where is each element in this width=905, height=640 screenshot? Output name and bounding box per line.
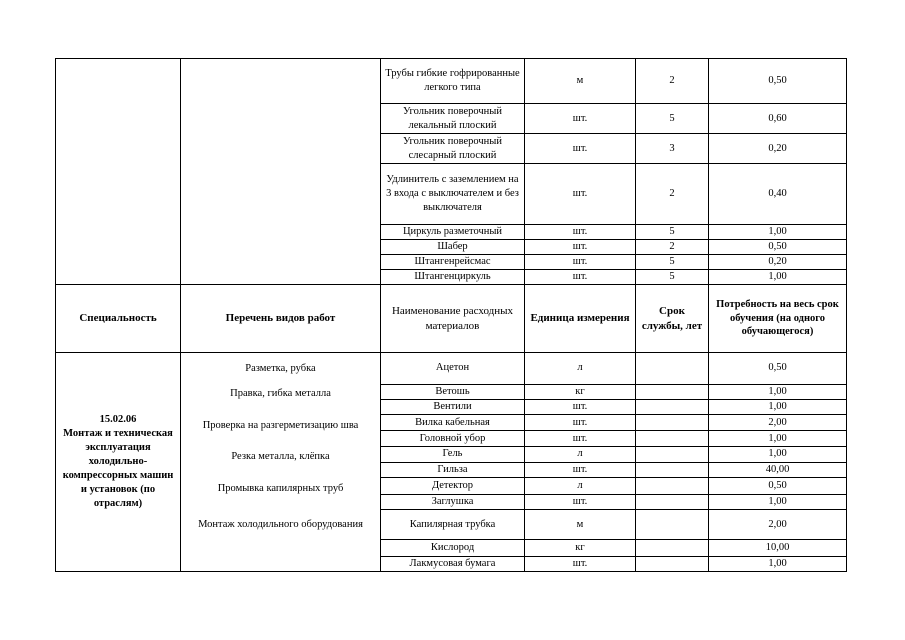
- material-life: [636, 353, 709, 385]
- material-life: [636, 494, 709, 509]
- material-need: 0,50: [709, 240, 847, 255]
- material-name: Ветошь: [381, 384, 525, 399]
- header-life: Срок службы, лет: [636, 285, 709, 353]
- specialty-name: Монтаж и техническая эксплуатация холодильно-компрессорных машин и установок (по отраслям): [62, 428, 174, 509]
- material-unit: м: [525, 59, 636, 104]
- material-name: Ацетон: [381, 353, 525, 385]
- work-item: Промывка капилярных труб: [217, 483, 344, 494]
- material-need: 0,40: [709, 164, 847, 225]
- header-works: Перечень видов работ: [181, 285, 381, 353]
- material-unit: л: [525, 478, 636, 494]
- work-item: Резка металла, клёпка: [231, 451, 330, 462]
- material-life: [636, 462, 709, 477]
- material-name: Лакмусовая бумага: [381, 556, 525, 571]
- material-name: Детектор: [381, 478, 525, 494]
- material-need: 1,00: [709, 225, 847, 240]
- material-name: Штангенциркуль: [381, 270, 525, 285]
- work-item: Разметка, рубка: [245, 363, 316, 374]
- work-item: Проверка на разгерметизацию шва: [202, 420, 359, 431]
- material-unit: шт.: [525, 431, 636, 446]
- material-life: 2: [636, 240, 709, 255]
- specialty-cell: [56, 353, 181, 572]
- material-need: 2,00: [709, 415, 847, 431]
- material-name: Шабер: [381, 240, 525, 255]
- material-unit: л: [525, 353, 636, 385]
- material-name: Удлинитель с заземлением на 3 входа с выключателем и без выключателя: [381, 164, 525, 225]
- material-unit: кг: [525, 540, 636, 556]
- material-unit: шт.: [525, 104, 636, 134]
- material-name: Вентили: [381, 399, 525, 414]
- material-need: 1,00: [709, 384, 847, 399]
- header-need: Потребность на весь срок обучения (на одного обучающегося): [709, 285, 847, 353]
- material-need: 1,00: [709, 556, 847, 571]
- table-row: [56, 353, 847, 385]
- material-need: 1,00: [709, 399, 847, 414]
- material-life: 5: [636, 270, 709, 285]
- material-unit: шт.: [525, 164, 636, 225]
- material-need: 0,20: [709, 255, 847, 270]
- material-unit: шт.: [525, 415, 636, 431]
- material-unit: шт.: [525, 255, 636, 270]
- material-unit: м: [525, 509, 636, 540]
- material-name: Кислород: [381, 540, 525, 556]
- material-name: Штангенрейсмас: [381, 255, 525, 270]
- material-name: Гель: [381, 446, 525, 462]
- material-unit: шт.: [525, 462, 636, 477]
- material-life: 2: [636, 164, 709, 225]
- material-life: [636, 540, 709, 556]
- material-need: 1,00: [709, 270, 847, 285]
- material-life: [636, 415, 709, 431]
- material-name: Головной убор: [381, 431, 525, 446]
- table-header-row: [56, 285, 847, 353]
- material-life: [636, 384, 709, 399]
- material-unit: шт.: [525, 225, 636, 240]
- material-life: [636, 478, 709, 494]
- material-need: 1,00: [709, 494, 847, 509]
- material-life: [636, 556, 709, 571]
- works-cell: [181, 353, 381, 572]
- material-life: [636, 446, 709, 462]
- material-life: 5: [636, 255, 709, 270]
- table-row: [56, 59, 847, 104]
- header-unit: Единица измерения: [525, 285, 636, 353]
- material-name: Гильза: [381, 462, 525, 477]
- material-need: 10,00: [709, 540, 847, 556]
- material-name: Вилка кабельная: [381, 415, 525, 431]
- material-need: 0,50: [709, 353, 847, 385]
- material-life: [636, 399, 709, 414]
- material-unit: шт.: [525, 494, 636, 509]
- material-life: 5: [636, 104, 709, 134]
- material-name: Заглушка: [381, 494, 525, 509]
- material-life: 2: [636, 59, 709, 104]
- header-specialty: Специальность: [56, 285, 181, 353]
- material-need: 2,00: [709, 509, 847, 540]
- material-name: Трубы гибкие гофрированные легкого типа: [381, 59, 525, 104]
- work-item: Правка, гибка металла: [230, 388, 331, 399]
- material-life: 5: [636, 225, 709, 240]
- material-need: 0,20: [709, 134, 847, 164]
- work-item: Монтаж холодильного оборудования: [198, 519, 363, 530]
- material-unit: шт.: [525, 240, 636, 255]
- material-name: Циркуль разметочный: [381, 225, 525, 240]
- empty-specialty-cell: [56, 59, 181, 285]
- material-unit: шт.: [525, 556, 636, 571]
- material-life: [636, 509, 709, 540]
- material-need: 1,00: [709, 446, 847, 462]
- material-need: 0,60: [709, 104, 847, 134]
- material-need: 0,50: [709, 59, 847, 104]
- material-unit: кг: [525, 384, 636, 399]
- specialty-code: 15.02.06: [99, 414, 137, 426]
- material-need: 0,50: [709, 478, 847, 494]
- material-unit: шт.: [525, 134, 636, 164]
- empty-works-cell: [181, 59, 381, 285]
- material-unit: л: [525, 446, 636, 462]
- material-name: Угольник поверочный слесарный плоский: [381, 134, 525, 164]
- material-need: 40,00: [709, 462, 847, 477]
- material-name: Капилярная трубка: [381, 509, 525, 540]
- material-life: [636, 431, 709, 446]
- material-need: 1,00: [709, 431, 847, 446]
- materials-table: [55, 58, 847, 572]
- material-life: 3: [636, 134, 709, 164]
- header-material: Наименование расходных материалов: [381, 285, 525, 353]
- material-unit: шт.: [525, 270, 636, 285]
- material-unit: шт.: [525, 399, 636, 414]
- material-name: Угольник поверочный лекальный плоский: [381, 104, 525, 134]
